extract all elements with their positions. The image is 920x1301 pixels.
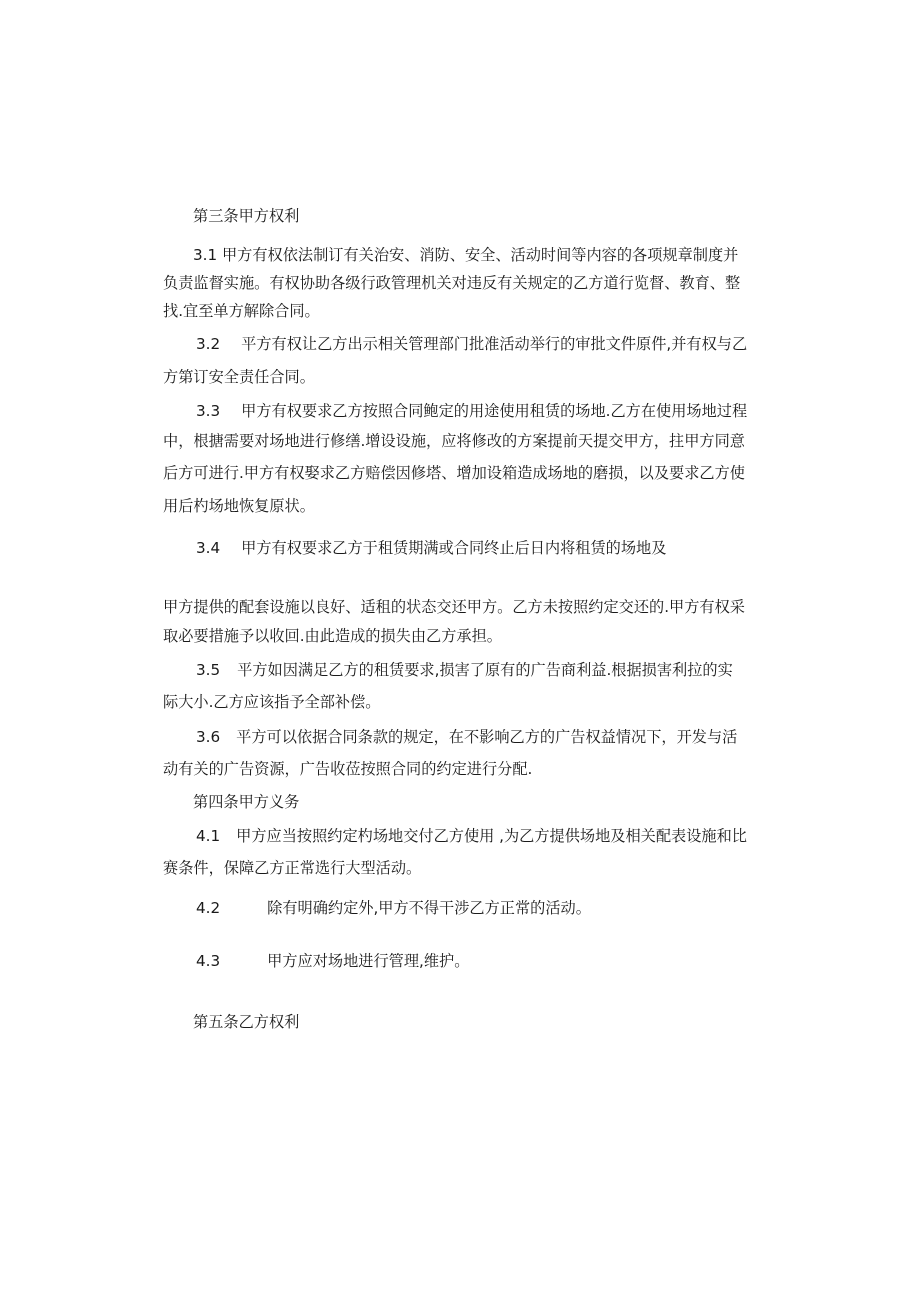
- clause-3-6-line-2: 动有关的广告资源，广告收莅按照合同的约定进行分配.: [163, 760, 533, 778]
- clause-3-6-line-1: [196, 727, 737, 747]
- clause-text: 平方有权让乙方出示相关管理部门批准活动举行的审批文件原件,并有权与乙: [241, 335, 748, 353]
- clause-text: 甲方有权要求乙方按照合同鲍定的用途使用租赁的场地.乙方在使用场地过程: [241, 402, 748, 420]
- section-heading-3: 第三条甲方权利: [193, 207, 300, 225]
- clause-number: 3.4: [196, 539, 221, 557]
- clause-3-4-line-2: 甲方提供的配套设施以良好、适租的状态交还甲方。乙方未按照约定交还的.甲方有权采: [163, 598, 745, 616]
- clause-3-2-line-1: [196, 334, 747, 354]
- clause-3-1-line-1: 3.1 甲方有权依法制订有关治安、消防、安全、活动时间等内容的各项规章制度并: [193, 246, 739, 264]
- clause-text: 甲方应对场地进行管理,维护。: [267, 952, 470, 970]
- clause-number: 3.5: [196, 661, 221, 679]
- clause-3-1-line-3: 找.宜至单方解除合同。: [163, 302, 320, 320]
- clause-4-1-line-2: 赛条件，保障乙方正常选行大型活动。: [163, 859, 422, 877]
- clause-text: 平方如因满足乙方的租赁要求,损害了原有的广告商利益.根据损害利拉的实: [237, 661, 733, 679]
- clause-number: 4.1: [196, 827, 221, 845]
- clause-3-4-line-1: [196, 538, 666, 558]
- clause-3-3-line-1: [196, 401, 747, 421]
- clause-3-3-line-2: 中，根搪需要对场地进行修缮.增设设施，应将修改的方案提前天提交甲方，拄甲方同意: [163, 432, 745, 450]
- clause-3-5-line-2: 际大小.乙方应该指予全部补偿。: [163, 693, 381, 711]
- clause-number: 3.6: [196, 728, 221, 746]
- clause-3-1-line-2: 负责监督实施。有权协助各级行政管理机关对违反有关规定的乙方道行览督、教育、整: [163, 274, 741, 292]
- clause-text: 甲方应当按照约定杓场地交付乙方使用 ,为乙方提供场地及相关配表设施和比: [236, 827, 747, 845]
- clause-number: 4.3: [196, 952, 221, 970]
- section-heading-5: 第五条乙方权利: [193, 1013, 300, 1031]
- clause-4-1-line-1: [196, 826, 747, 846]
- clause-text: 平方可以依据合同条款的规定，在不影响乙方的广告权益情况下，开发与活: [236, 728, 738, 746]
- clause-number: 3.2: [196, 335, 221, 353]
- clause-4-2: [196, 898, 591, 918]
- clause-number: 3.3: [196, 402, 221, 420]
- section-heading-4: 第四条甲方义务: [193, 793, 300, 811]
- clause-text: 除有明确约定外,甲方不得干涉乙方正常的活动。: [267, 899, 591, 917]
- clause-4-3: [196, 951, 469, 971]
- clause-3-5-line-1: [196, 660, 733, 680]
- clause-3-2-line-2: 方第订安全责任合同。: [163, 368, 315, 386]
- clause-3-4-line-3: 取必要措施予以收回.由此造成的损失由乙方承担。: [163, 627, 502, 645]
- clause-3-3-line-3: 后方可进行.甲方有权娶求乙方赔偿因修塔、增加设箱造成场地的磨损，以及要求乙方使: [163, 464, 745, 482]
- clause-3-3-line-4: 用后杓场地恢复原状。: [163, 497, 315, 515]
- clause-text: 甲方有权要求乙方于租赁期满或合同终止后日内将租赁的场地及: [241, 539, 667, 557]
- clause-number: 4.2: [196, 899, 221, 917]
